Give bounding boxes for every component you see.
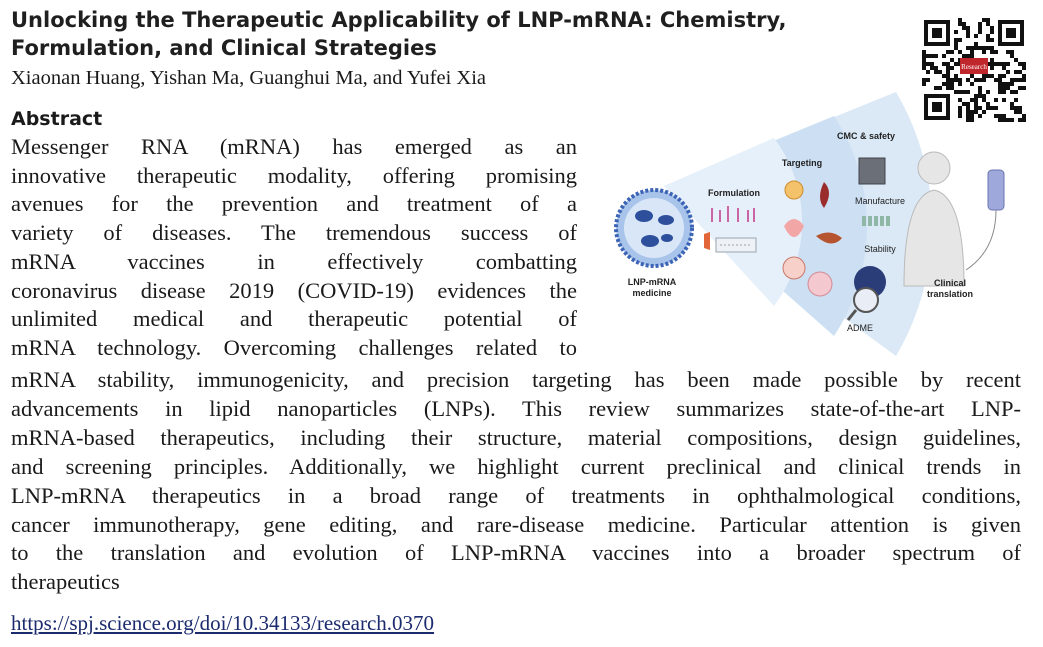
qr-module: [950, 58, 954, 62]
qr-module: [954, 78, 958, 82]
qr-module: [954, 74, 958, 78]
qr-module: [990, 38, 994, 42]
qr-badge-text: Research: [961, 63, 987, 71]
abstract-line: mRNA-based therapeutics, including their structure, material compositions, design guidelines,: [11, 424, 1021, 450]
abstract-heading: Abstract: [11, 108, 103, 130]
qr-module: [970, 50, 974, 54]
qr-module: [998, 62, 1002, 66]
qr-module: [1002, 74, 1006, 78]
title-line-2: Formulation, and Clinical Strategies: [11, 36, 437, 60]
qr-module: [990, 66, 994, 70]
qr-module: [926, 62, 930, 66]
abstract-lead: [11, 133, 577, 363]
qr-module: [922, 66, 926, 70]
qr-module: [974, 34, 978, 38]
qr-module: [954, 42, 958, 46]
qr-module: [998, 74, 1002, 78]
qr-module: [990, 46, 994, 50]
abstract-line: mRNA technology. Overcoming challenges related to: [11, 334, 577, 360]
tube-icon: [704, 232, 710, 250]
abstract-line: avenues for the prevention and treatment of a: [11, 191, 577, 217]
qr-module: [1002, 66, 1006, 70]
label-adme: ADME: [846, 323, 874, 333]
qr-module: [986, 46, 990, 50]
qr-module: [974, 78, 978, 82]
abstract-line: advancements in lipid nanoparticles (LNPs). This review summarizes state-of-the-art LNP-: [11, 395, 1021, 421]
iv-bag-icon: [966, 170, 1004, 270]
qr-module: [926, 70, 930, 74]
qr-module: [1002, 62, 1006, 66]
qr-module: [986, 38, 990, 42]
microfluidic-chip-icon: [716, 238, 756, 252]
qr-module: [954, 38, 958, 42]
qr-module: [1010, 54, 1014, 58]
qr-module: [1010, 78, 1014, 82]
qr-module: [954, 46, 958, 50]
label-cmc-safety: CMC & safety: [836, 131, 896, 141]
abstract-line: mRNA vaccines in effectively combatting: [11, 248, 577, 274]
qr-module: [954, 62, 958, 66]
qr-module: [990, 58, 994, 62]
qr-module: [946, 62, 950, 66]
qr-module: [1018, 70, 1022, 74]
qr-module: [922, 54, 926, 58]
label-medicine: medicine: [632, 288, 672, 298]
qr-module: [982, 50, 986, 54]
qr-module: [1018, 78, 1022, 82]
qr-module: [922, 78, 926, 82]
qr-module: [934, 70, 938, 74]
qr-module: [950, 78, 954, 82]
qr-module: [946, 70, 950, 74]
label-lnp-mrna: LNP-mRNA: [627, 277, 677, 287]
qr-module: [966, 30, 970, 34]
qr-module: [934, 66, 938, 70]
manufacture-machine-icon: [859, 158, 885, 184]
qr-module: [922, 62, 926, 66]
qr-module: [970, 46, 974, 50]
qr-module: [990, 30, 994, 34]
title-line-1: Unlocking the Therapeutic Applicability of LNP-mRNA: Chemistry,: [11, 8, 787, 32]
qr-module: [942, 62, 946, 66]
qr-module: [1018, 62, 1022, 66]
qr-module: [1006, 62, 1010, 66]
qr-module: [966, 78, 970, 82]
qr-module: [934, 54, 938, 58]
qr-module: [994, 78, 998, 82]
qr-module: [1014, 78, 1018, 82]
abstract-line: unlimited medical and therapeutic potential of: [11, 306, 577, 332]
paper-title: [11, 6, 891, 62]
abstract-rest: [11, 366, 1021, 597]
qr-module: [946, 66, 950, 70]
graphical-abstract: [604, 86, 1024, 366]
abstract-line: cancer immunotherapy, gene editing, and rare-disease medicine. Particular attention is given: [11, 511, 1021, 537]
qr-module: [942, 54, 946, 58]
qr-module: [986, 74, 990, 78]
qr-module: [978, 30, 982, 34]
qr-module: [926, 78, 930, 82]
label-manufacture: Manufacture: [854, 196, 906, 206]
qr-module: [958, 38, 962, 42]
abstract-line: variety of diseases. The tremendous success of: [11, 220, 577, 246]
qr-module: [1014, 58, 1018, 62]
qr-module: [958, 50, 962, 54]
qr-module: [978, 78, 982, 82]
lnp-particle-icon: [616, 190, 692, 266]
qr-module: [958, 22, 962, 26]
qr-module: [1010, 50, 1014, 54]
abstract-line: LNP-mRNA therapeutics in a broad range of treatments in ophthalmological conditions,: [11, 482, 1021, 508]
qr-module: [1022, 62, 1026, 66]
abstract-line: Messenger RNA (mRNA) has emerged as an: [11, 134, 577, 159]
qr-module: [962, 22, 966, 26]
qr-module: [966, 26, 970, 30]
qr-module: [978, 26, 982, 30]
qr-module: [978, 22, 982, 26]
qr-module: [958, 18, 962, 22]
qr-module: [982, 74, 986, 78]
qr-module: [930, 62, 934, 66]
abstract-line: therapeutics: [11, 569, 120, 595]
qr-module: [986, 18, 990, 22]
abstract-line: and screening principles. Additionally, we highlight current preclinical and clinical trends in: [11, 453, 1021, 479]
qr-module: [1022, 78, 1026, 82]
qr-module: [938, 70, 942, 74]
eye-icon: [783, 257, 805, 279]
abstract-line: to the translation and evolution of LNP-mRNA vaccines into a broader spectrum of: [11, 540, 1021, 566]
qr-module: [978, 46, 982, 50]
qr-module: [946, 78, 950, 82]
label-formulation: Formulation: [708, 188, 760, 198]
qr-module: [1006, 50, 1010, 54]
qr-module: [990, 26, 994, 30]
qr-module: [962, 54, 966, 58]
qr-module: [1022, 74, 1026, 78]
qr-module: [958, 78, 962, 82]
label-stability: Stability: [864, 244, 896, 254]
qr-module: [922, 50, 926, 54]
label-targeting: Targeting: [781, 158, 823, 168]
qr-module: [990, 50, 994, 54]
qr-module: [930, 54, 934, 58]
qr-module: [970, 54, 974, 58]
authors: Xiaonan Huang, Yishan Ma, Guanghui Ma, and Yufei Xia: [11, 67, 487, 89]
qr-module: [970, 74, 974, 78]
qr-module: [982, 78, 986, 82]
cell-cluster-icon: [808, 272, 832, 296]
abstract-line: innovative therapeutic modality, offering promising: [11, 162, 577, 188]
qr-module: [986, 34, 990, 38]
qr-module: [982, 46, 986, 50]
qr-module: [946, 50, 950, 54]
qr-module: [990, 62, 994, 66]
qr-module: [998, 78, 1002, 82]
qr-module: [986, 22, 990, 26]
qr-module: [1014, 70, 1018, 74]
qr-module: [954, 30, 958, 34]
qr-module: [930, 66, 934, 70]
abstract-line: coronavirus disease 2019 (COVID-19) evidences the: [11, 277, 577, 303]
qr-module: [994, 50, 998, 54]
qr-module: [982, 18, 986, 22]
qr-module: [962, 26, 966, 30]
label-translation: translation: [926, 289, 974, 299]
qr-module: [1022, 66, 1026, 70]
qr-module: [1006, 70, 1010, 74]
qr-module: [942, 74, 946, 78]
doi-link[interactable]: https://spj.science.org/doi/10.34133/research.0370: [11, 611, 435, 635]
abstract-line: mRNA stability, immunogenicity, and precision targeting has been made possible by recent: [11, 367, 1021, 392]
qr-module: [966, 34, 970, 38]
qr-module: [966, 46, 970, 50]
label-clinical: Clinical: [933, 278, 967, 288]
qr-module: [950, 50, 954, 54]
qr-module: [946, 74, 950, 78]
qr-module: [974, 42, 978, 46]
virus-icon: [785, 181, 803, 199]
qr-module: [922, 58, 926, 62]
qr-module: [966, 54, 970, 58]
qr-module: [950, 66, 954, 70]
qr-module: [994, 62, 998, 66]
qr-module: [990, 74, 994, 78]
qr-module: [926, 54, 930, 58]
qr-module: [974, 46, 978, 50]
